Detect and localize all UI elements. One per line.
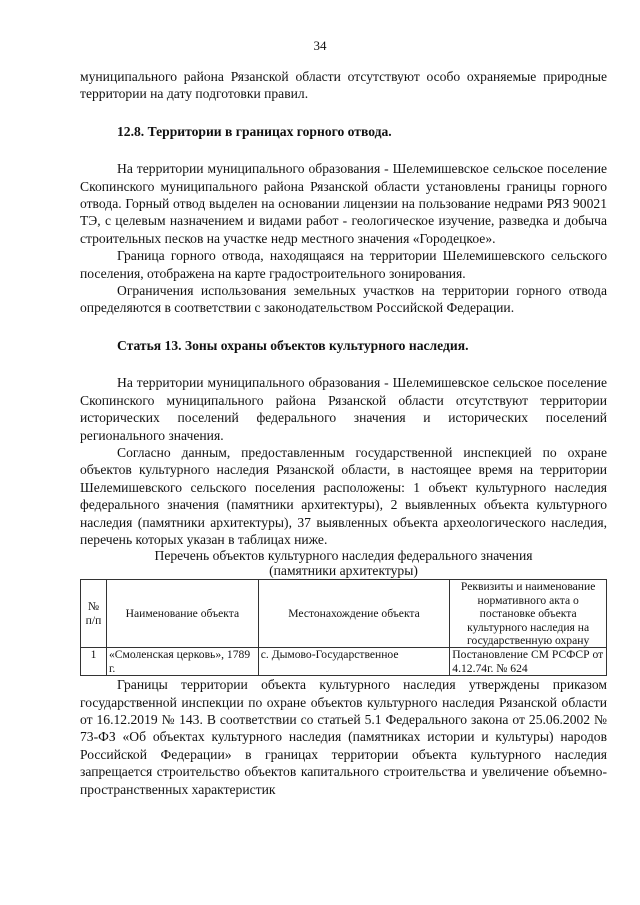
continuation-paragraph: муниципального района Рязанской области отсутствуют особо охраняемые природные территории на дату подготовки правил.: [80, 69, 607, 102]
spacer: [80, 317, 607, 337]
cell-number: 1: [81, 648, 107, 676]
article-13-paragraph-1: На территории муниципального образования - Шелемишевское сельское поселение Скопинского муниципального района Рязанской области отсутствуют территории исторических поселений федерального значения и исторических поселений регионального значения.: [80, 375, 607, 443]
after-table-paragraph: Границы территории объекта культурного наследия утверждены приказом государственной инспекции по охране объектов культурного наследия Рязанской области от 16.12.2019 № 143. В соответствии со статьей 5.1 Федерального закона от 25.06.2002 № 73-ФЗ «Об объектах культурного наследия (памятниках истории и культуры) народов Российской Федерации» в границах территории объекта культурного наследия запрещается строительство объектов капитального строительства и увеличение объемно-пространственных характеристик: [80, 677, 607, 797]
table-caption-line-1: Перечень объектов культурного наследия федерального значения: [154, 548, 533, 564]
spacer: [80, 140, 607, 160]
page-number: 34: [313, 38, 327, 53]
header-number: № п/п: [81, 580, 107, 648]
table-caption-line-2: (памятники архитектуры): [269, 563, 418, 579]
section-12-8-paragraph-2: Граница горного отвода, находящаяся на территории Шелемишевского сельского поселения, отображена на карте градостроительного зонирования.: [80, 248, 607, 281]
cell-name: «Смоленская церковь», 1789 г.: [106, 648, 258, 676]
heritage-objects-table: [80, 579, 607, 676]
section-12-8-heading: 12.8. Территории в границах горного отвода.: [117, 123, 392, 139]
table-row: [81, 648, 607, 676]
spacer: [80, 103, 607, 123]
page-content: [80, 68, 607, 798]
article-13-paragraph-2: Согласно данным, предоставленным государственной инспекцией по охране объектов культурного наследия Рязанской области, в настоящее время на территории Шелемишевского сельского поселения расположены: 1 объект культурного наследия федерального значения (памятники архитектуры), 2 выявленных объекта культурного наследия (памятники архитектуры), 37 выявленных объекта археологического наследия, перечень которых указан в таблицах ниже.: [80, 444, 607, 547]
section-12-8-paragraph-3: Ограничения использования земельных участков на территории горного отвода определяются в соответствии с законодательством Российской Федерации.: [80, 283, 607, 316]
spacer: [80, 354, 607, 374]
cell-requisites: Постановление СМ РСФСР от 4.12.74г. № 624: [450, 648, 607, 676]
header-name: Наименование объекта: [106, 580, 258, 648]
header-location: Местонахождение объекта: [258, 580, 450, 648]
section-12-8-paragraph-1: На территории муниципального образования - Шелемишевское сельское поселение Скопинского муниципального района Рязанской области установлены границы горного отвода. Горный отвод выделен на основании лицензии на пользование недрами РЯЗ 90021 ТЭ, с целевым назначением и видами работ - геологическое изучение, разведка и добыча строительных песков на участке недр местного значения «Городецкое».: [80, 161, 607, 246]
table-header-row: [81, 580, 607, 648]
header-requisites: Реквизиты и наименование нормативного акта о постановке объекта культурного наследия на государственную охрану: [450, 580, 607, 648]
article-13-heading: Статья 13. Зоны охраны объектов культурного наследия.: [117, 337, 469, 353]
table-caption: [80, 548, 607, 578]
cell-location: с. Дымово-Государственное: [258, 648, 450, 676]
